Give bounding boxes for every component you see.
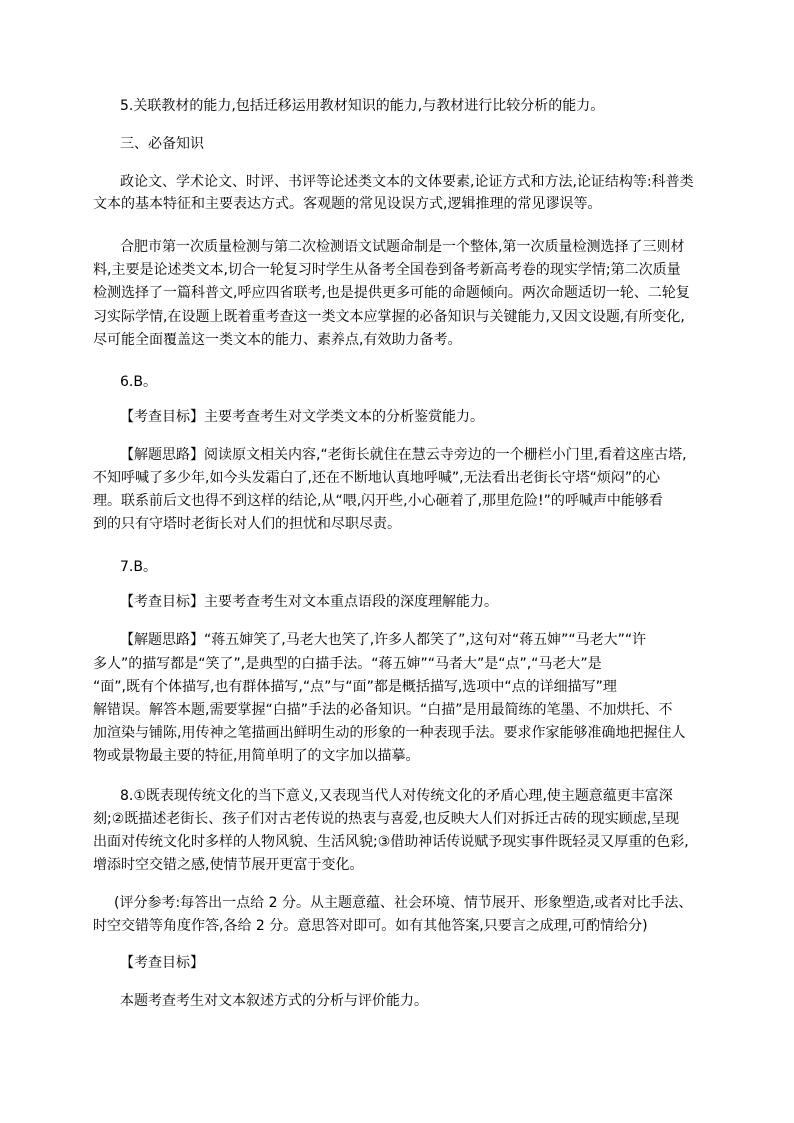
- answer-7: 7.B。: [120, 559, 157, 575]
- paragraph-required-knowledge-line-2: 文本的基本特征和主要表达方式。客观题的常见设误方式,逻辑推理的常见谬误等。: [93, 196, 602, 212]
- paragraph-hefei-exam-line-3: 检测选择了一篇科普文,呼应四省联考,也是提供更多可能的命题倾向。两次命题适切一轮、二轮复: [93, 285, 690, 301]
- q6-reasoning-line-4: 到的只有守塔时老街长对人们的担忧和尽职尽责。: [93, 516, 401, 532]
- q7-reasoning-line-6: 物或景物最主要的特征,用简单明了的文字加以描摹。: [93, 748, 420, 764]
- q7-reasoning-line-1: 【解题思路】“蒋五婶笑了,马老大也笑了,许多人都笑了”,这句对“蒋五婶”“马老大”“许: [120, 632, 647, 648]
- paragraph-hefei-exam-line-5: 尽可能全面覆盖这一类文本的能力、素养点,有效助力备考。: [93, 332, 462, 348]
- answer-8-line-3: 出面对传统文化时多样的人物风貌、生活风貌;③借助神话传说赋予现实事件既轻灵又厚重的色彩,: [93, 834, 689, 850]
- paragraph-item-5: 5.关联教材的能力,包括迁移运用教材知识的能力,与教材进行比较分析的能力。: [120, 98, 605, 114]
- q7-reasoning-line-3: “面”,既有个体描写,也有群体描写,“点”与“面”都是概括描写,选项中“点的详细描写”理: [93, 679, 617, 695]
- paragraph-hefei-exam-line-4: 习实际学情,在设题上既着重考查这一类文本应掌握的必备知识与关键能力,又因文设题,有所变化,: [93, 309, 685, 325]
- answer-8-line-1: 8.①既表现传统文化的当下意义,又表现当代人对传统文化的矛盾心理,使主题意蕴更丰富深: [120, 788, 673, 804]
- q6-reasoning-line-2: 不知呼喊了多少年,如今头发霜白了,还在不断地认真地呼喊”,无法看出老街长守塔“烦闷”的心: [93, 470, 661, 486]
- q6-reasoning-line-1: 【解题思路】阅读原文相关内容,“老街长就住在慧云寺旁边的一个栅栏小门里,看着这座古塔,: [120, 447, 687, 463]
- scoring-note-line-2: 时空交错等角度作答,各给 2 分。意思答对即可。如有其他答案,只要言之成理,可酌情给分): [93, 918, 648, 934]
- section-heading-required-knowledge: 三、必备知识: [120, 136, 204, 152]
- answer-8-line-2: 刻;②既描述老街长、孩子们对古老传说的热衷与喜爱,也反映大人们对拆迁古砖的现实顾虑,呈现: [93, 811, 680, 827]
- q7-reasoning-line-4: 解错误。解答本题,需要掌握“白描”手法的必备知识。“白描”是用最简练的笔墨、不加烘托、不: [93, 702, 673, 718]
- q6-objective: 【考查目标】主要考查考生对文学类文本的分析鉴赏能力。: [120, 409, 484, 425]
- q7-reasoning-line-2: 多人”的描写都是“笑了”,是典型的白描手法。“蒋五婶”“马者大”是“点”,“马老大”是: [93, 656, 602, 672]
- q8-objective-text: 本题考查考生对文本叙述方式的分析与评价能力。: [120, 993, 428, 1009]
- q8-objective-heading: 【考查目标】: [120, 955, 204, 971]
- scoring-note-line-1: (评分参考:每答出一点给 2 分。从主题意蕴、社会环境、情节展开、形象塑造,或者对比手法、: [114, 895, 693, 911]
- answer-6: 6.B。: [120, 374, 157, 390]
- q7-objective: 【考查目标】主要考查考生对文本重点语段的深度理解能力。: [120, 594, 498, 610]
- answer-8-line-4: 增添时空交错之感,使情节展开更富于变化。: [93, 857, 364, 873]
- paragraph-hefei-exam-line-1: 合肥市第一次质量检测与第二次检测语文试题命制是一个整体,第一次质量检测选择了三则材: [120, 239, 685, 255]
- paragraph-hefei-exam-line-2: 料,主要是论述类文本,切合一轮复习时学生从备考全国卷到备考新高考卷的现实学情;第二次质量: [93, 262, 681, 278]
- q6-reasoning-line-3: 理。联系前后文也得不到这样的结论,从“喂,闪开些,小心砸着了,那里危险!”的呼喊声中能够看: [93, 493, 663, 509]
- q7-reasoning-line-5: 加渲染与铺陈,用传神之笔描画出鲜明生动的形象的一种表现手法。要求作家能够准确地把握住人: [93, 725, 686, 741]
- paragraph-required-knowledge-line-1: 政论文、学术论文、时评、书评等论述类文本的文体要素,论证方式和方法,论证结构等:科普类: [120, 174, 694, 190]
